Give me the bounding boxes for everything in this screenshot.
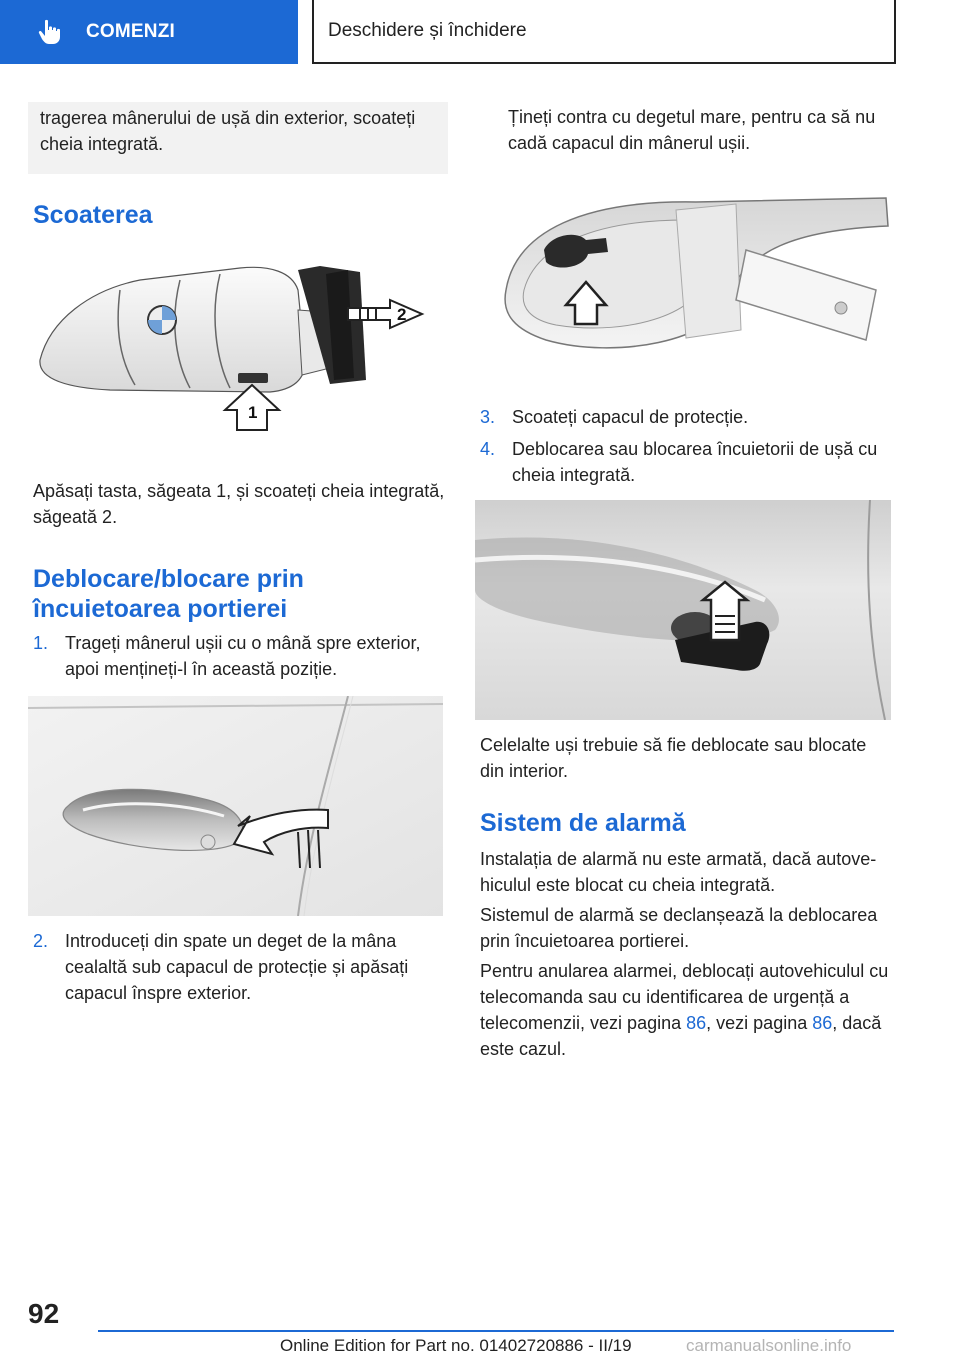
step-number: 3.	[480, 407, 496, 427]
footer-divider	[98, 1330, 894, 1332]
page-link-86[interactable]: 86	[812, 1013, 833, 1033]
intro-note-box	[28, 102, 448, 174]
step-number: 1.	[33, 633, 49, 653]
step-item	[33, 630, 445, 682]
step-item	[480, 404, 894, 430]
para-tineti: Țineți contra cu degetul mare, pentru ca să nu cadă capacul din mânerul ușii.	[508, 107, 876, 153]
chapter-title: Deschidere și închidere	[328, 20, 527, 41]
heading-scoaterea: Scoaterea	[33, 201, 153, 229]
step-number: 2.	[33, 931, 49, 951]
para-apasati: Apăsați tasta, săgeata 1, și scoateți cheia integrată, săgeată 2.	[33, 481, 445, 527]
figure-cap-removal	[496, 190, 892, 356]
intro-note-text: tragerea mânerului de ușă din exterior, scoateți cheia integrată.	[40, 108, 416, 154]
footer-watermark: carmanualsonline.info	[686, 1336, 852, 1355]
heading-deblocare-line1: Deblocare/blocare prin	[33, 565, 304, 593]
figure-key-removal	[30, 250, 442, 450]
step-text: Deblocarea sau blocarea încuietorii de ușă cu cheia integrată.	[512, 439, 878, 485]
chapter-header	[312, 0, 896, 64]
para-anulare	[480, 958, 896, 1062]
heading-deblocare-line2: încuietoarea portierei	[33, 595, 288, 623]
para-sistemul: Sistemul de alarmă se declanșează la deblocarea prin încuietoarea portierei.	[480, 905, 878, 951]
footer-edition-text: Online Edition for Part no. 01402720886 - II/19	[280, 1336, 632, 1355]
figure-arrow-label-1: 1	[248, 403, 258, 422]
step-text: Introduceți din spate un deget de la mâna cealaltă sub capacul de protecție și apăsați capacul înspre exterior.	[65, 931, 409, 1003]
para-anulare-text: , dacă este cazul.	[480, 1013, 882, 1059]
heading-deblocare	[33, 564, 304, 624]
figure-door-handle-pull	[28, 696, 443, 916]
page-link-86[interactable]: 86	[686, 1013, 707, 1033]
hand-pointer-icon	[36, 18, 64, 46]
heading-alarm: Sistem de alarmă	[480, 809, 686, 837]
para-anulare-text: Pentru anularea alarmei, deblocați autovehiculul cu telecomanda sau cu identificarea de urgență a telecomenzii, vezi pagina	[480, 961, 889, 1033]
figure-key-in-lock	[475, 500, 891, 720]
para-celelalte: Celelalte uși trebuie să fie deblocate sau blocate din interior.	[480, 735, 867, 781]
step-item	[33, 928, 445, 1006]
section-label: COMENZI	[86, 21, 176, 42]
section-tab[interactable]	[0, 0, 298, 64]
step-text: Trageți mânerul ușii cu o mână spre exterior, apoi mențineți-l în această poziție.	[65, 633, 421, 679]
para-anulare-text: , vezi pagina	[706, 1013, 813, 1033]
page-number: 92	[28, 1298, 60, 1329]
step-number: 4.	[480, 439, 496, 459]
para-instalatia: Instalația de alarmă nu este armată, dacă autovehiculul este blocat cu cheia integrată.	[480, 849, 877, 895]
step-item	[480, 436, 894, 488]
step-text: Scoateți capacul de protecție.	[512, 407, 749, 427]
figure-arrow-label-2: 2	[397, 305, 407, 324]
